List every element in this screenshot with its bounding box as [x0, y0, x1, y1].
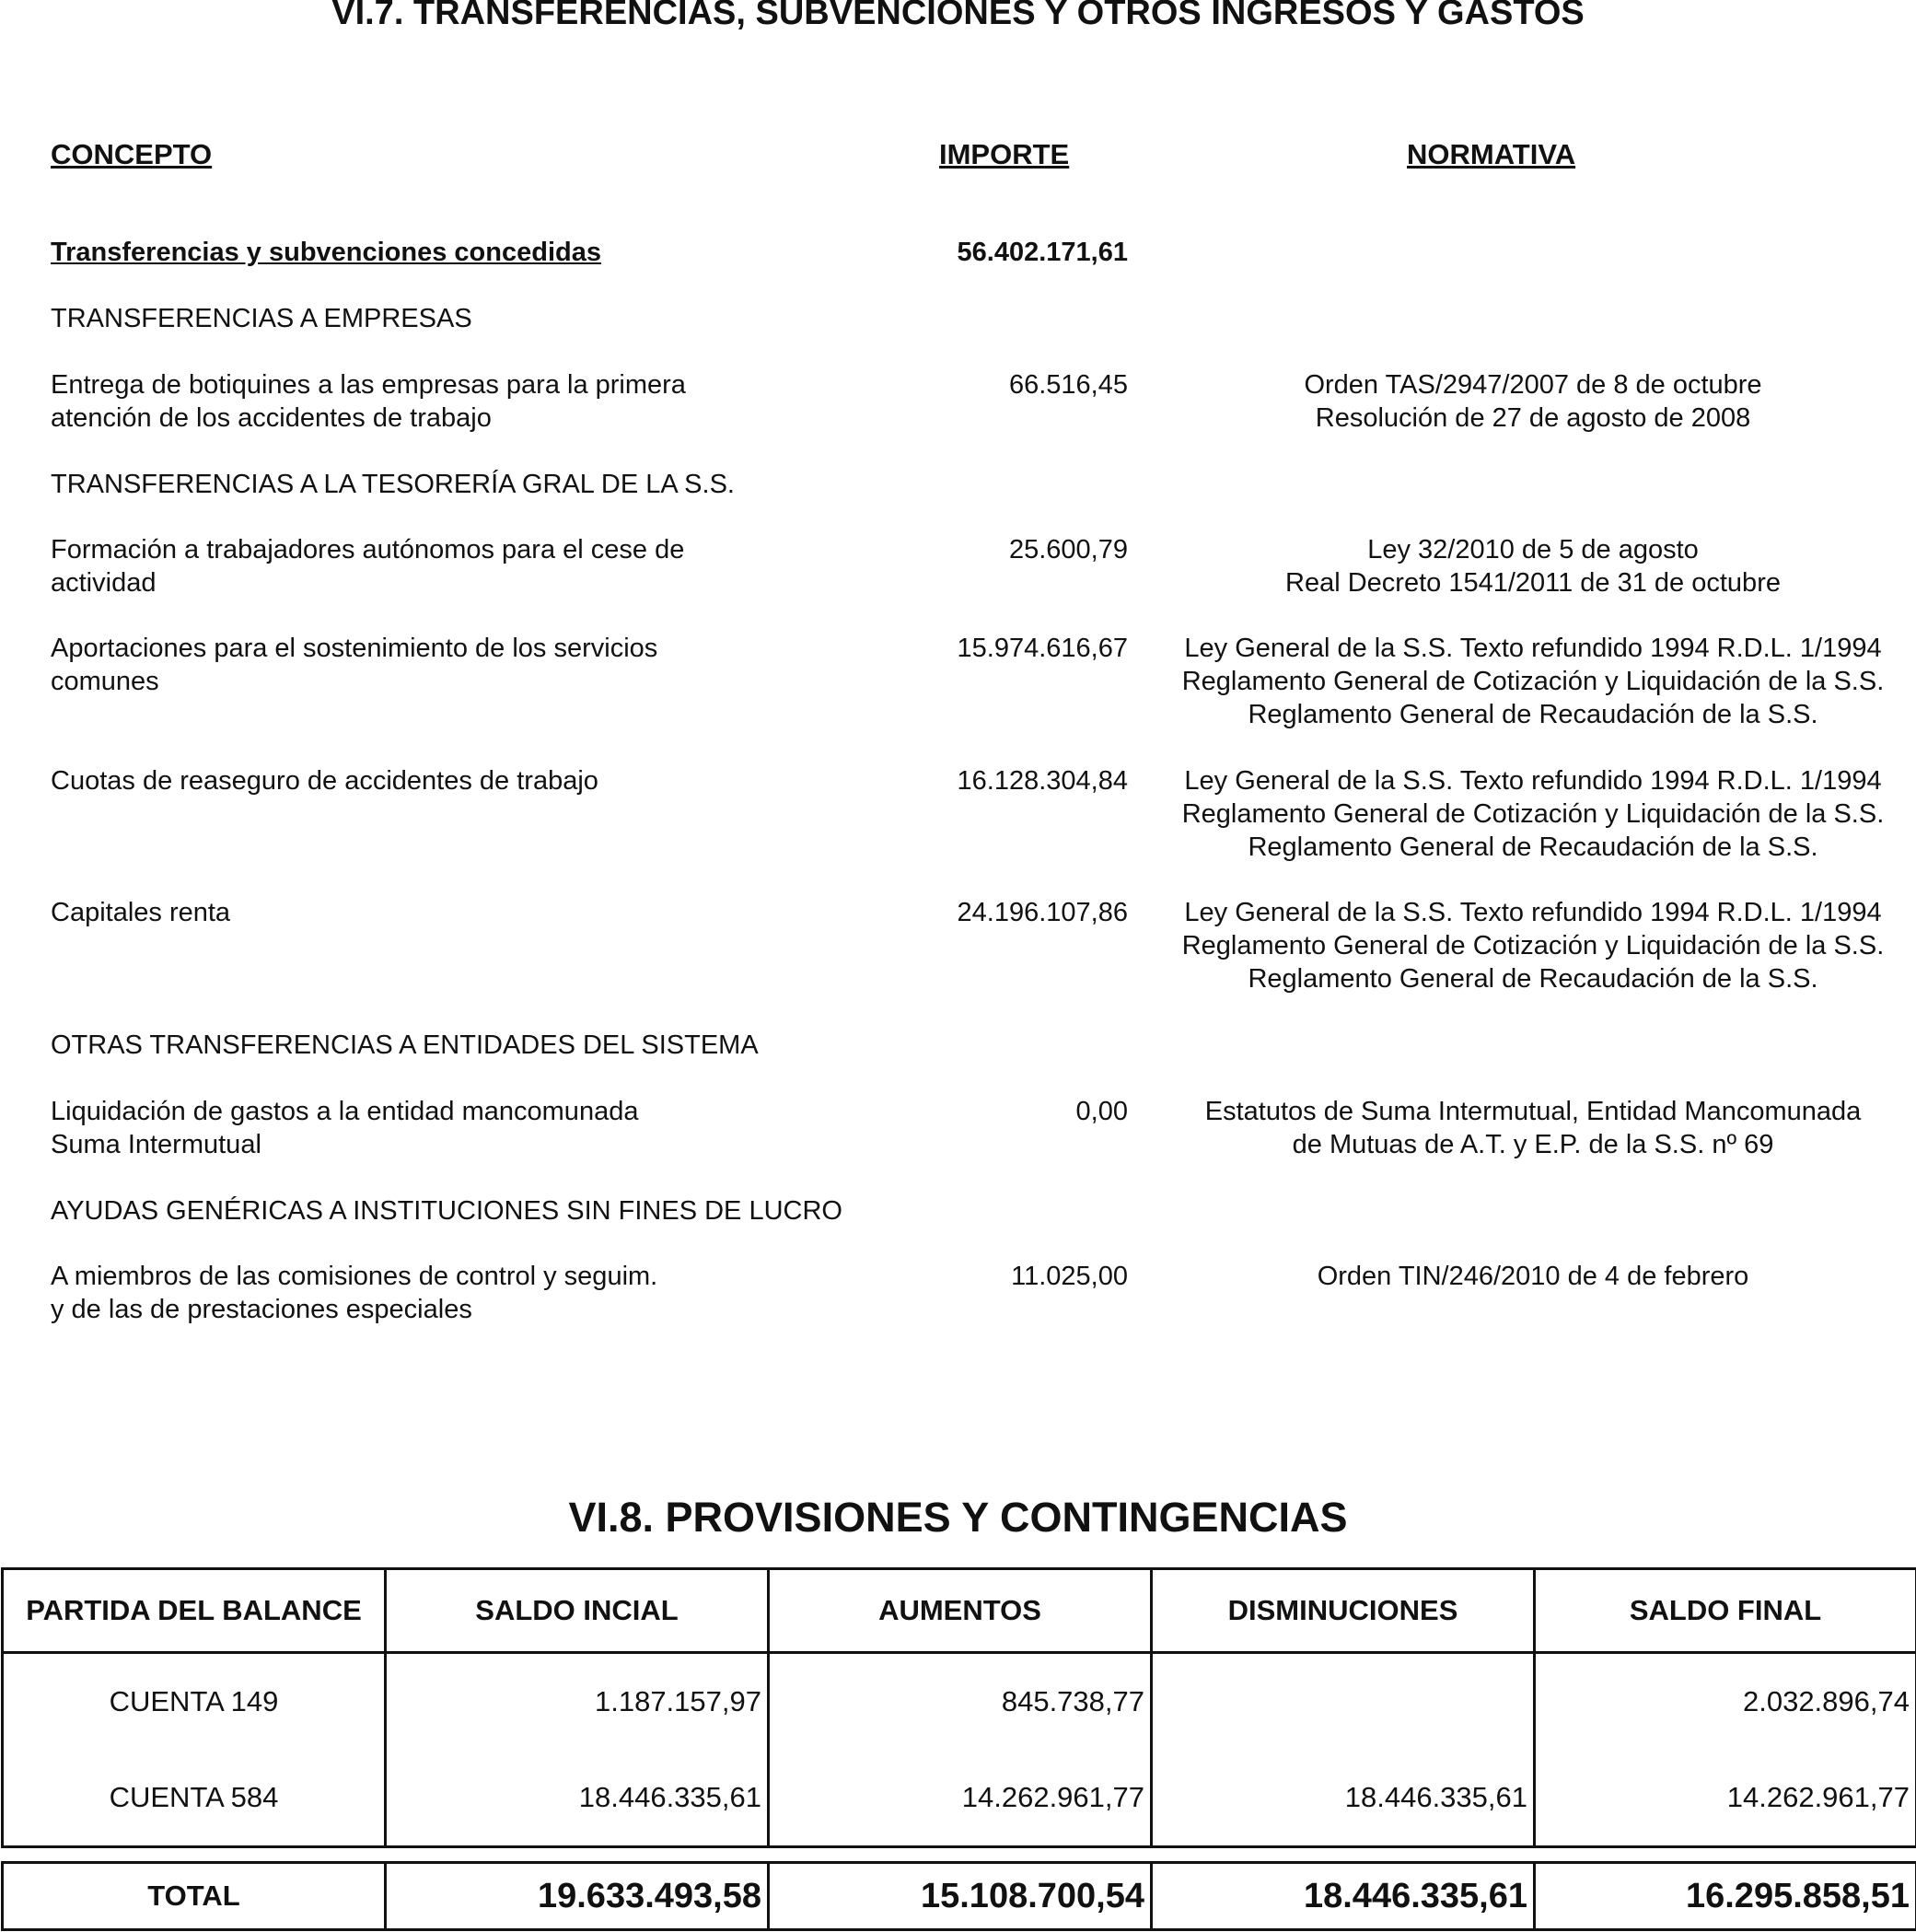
section-title-provisiones: VI.8. PROVISIONES Y CONTINGENCIAS — [568, 1494, 1348, 1541]
item-concept: Entrega de botiquines a las empresas para la primera atención de los accidentes de trabajo — [51, 370, 686, 433]
header-partida: PARTIDA DEL BALANCE — [3, 1569, 386, 1653]
account-cell: CUENTA 149 — [3, 1653, 386, 1751]
account-cell: CUENTA 584 — [3, 1750, 386, 1847]
item-amount: 0,00 — [1075, 1097, 1128, 1126]
total-aumentos: 15.108.700,54 — [769, 1863, 1152, 1930]
total-amount: 56.402.171,61 — [957, 238, 1128, 267]
table-row — [3, 1653, 1916, 1751]
aumentos-cell: 14.262.961,77 — [769, 1750, 1152, 1847]
header-normativa: NORMATIVA — [1407, 138, 1576, 170]
item-normativa: Orden TAS/2947/2007 de 8 de octubre Resolución de 27 de agosto de 2008 — [1304, 370, 1762, 433]
item-amount: 16.128.304,84 — [957, 766, 1128, 796]
disminuciones-cell: 18.446.335,61 — [1152, 1750, 1535, 1847]
provisiones-table — [1, 1567, 1916, 1848]
saldo-final-cell: 14.262.961,77 — [1535, 1750, 1916, 1847]
header-importe: IMPORTE — [939, 138, 1070, 170]
header-aumentos: AUMENTOS — [769, 1569, 1152, 1653]
table-row — [3, 1750, 1916, 1847]
item-concept: Capitales renta — [51, 898, 231, 927]
disminuciones-cell — [1152, 1653, 1535, 1751]
provisiones-total-table — [1, 1861, 1916, 1931]
item-amount: 66.516,45 — [1008, 370, 1128, 400]
saldo-final-cell: 2.032.896,74 — [1535, 1653, 1916, 1751]
aumentos-cell: 845.738,77 — [769, 1653, 1152, 1751]
saldo-inicial-cell: 1.187.157,97 — [386, 1653, 769, 1751]
item-amount: 11.025,00 — [1011, 1262, 1128, 1291]
group-tesoreria: TRANSFERENCIAS A LA TESORERÍA GRAL DE LA S.S. — [51, 470, 735, 499]
item-normativa: Ley 32/2010 de 5 de agosto Real Decreto 1541/2011 de 31 de octubre — [1285, 535, 1781, 598]
item-concept: Cuotas de reaseguro de accidentes de trabajo — [51, 766, 598, 796]
item-concept: Liquidación de gastos a la entidad mancomunada Suma Intermutual — [51, 1097, 639, 1159]
header-saldo-final: SALDO FINAL — [1535, 1569, 1916, 1653]
item-amount: 25.600,79 — [1008, 535, 1128, 564]
total-label: Transferencias y subvenciones concedidas — [51, 238, 601, 267]
table-header-row — [3, 1569, 1916, 1653]
section-title-transferencias: VI.7. TRANSFERENCIAS, SUBVENCIONES Y OTROS INGRESOS Y GASTOS — [331, 0, 1585, 32]
header-disminuciones: DISMINUCIONES — [1152, 1569, 1535, 1653]
group-empresas: TRANSFERENCIAS A EMPRESAS — [51, 304, 472, 333]
header-concepto: CONCEPTO — [51, 138, 213, 170]
item-normativa: Ley General de la S.S. Texto refundido 1994 R.D.L. 1/1994 Reglamento General de Cotización y Liquidación de la S.S. Reglamento General de Recaudación de la S.S. — [1181, 766, 1885, 862]
total-row — [3, 1863, 1916, 1930]
group-otras: OTRAS TRANSFERENCIAS A ENTIDADES DEL SISTEMA — [51, 1030, 759, 1060]
item-concept: A miembros de las comisiones de control y seguim. y de las de prestaciones especiales — [51, 1262, 658, 1324]
item-normativa: Ley General de la S.S. Texto refundido 1994 R.D.L. 1/1994 Reglamento General de Cotización y Liquidación de la S.S. Reglamento General de Recaudación de la S.S. — [1181, 898, 1885, 994]
item-amount: 15.974.616,67 — [957, 634, 1128, 663]
item-normativa: Ley General de la S.S. Texto refundido 1994 R.D.L. 1/1994 Reglamento General de Cotización y Liquidación de la S.S. Reglamento General de Recaudación de la S.S. — [1181, 634, 1885, 729]
group-ayudas: AYUDAS GENÉRICAS A INSTITUCIONES SIN FINES DE LUCRO — [51, 1196, 842, 1226]
total-disminuciones: 18.446.335,61 — [1152, 1863, 1535, 1930]
total-saldo-inicial: 19.633.493,58 — [386, 1863, 769, 1930]
item-concept: Formación a trabajadores autónomos para el cese de actividad — [51, 535, 685, 598]
item-amount: 24.196.107,86 — [957, 898, 1128, 927]
header-saldo-inicial: SALDO INCIAL — [386, 1569, 769, 1653]
item-normativa: Orden TIN/246/2010 de 4 de febrero — [1317, 1262, 1749, 1291]
saldo-inicial-cell: 18.446.335,61 — [386, 1750, 769, 1847]
item-normativa: Estatutos de Suma Intermutual, Entidad Mancomunada de Mutuas de A.T. y E.P. de la S.S. nº 69 — [1204, 1097, 1862, 1159]
total-label: TOTAL — [3, 1863, 386, 1930]
total-saldo-final: 16.295.858,51 — [1535, 1863, 1916, 1930]
item-concept: Aportaciones para el sostenimiento de los servicios comunes — [51, 634, 658, 696]
